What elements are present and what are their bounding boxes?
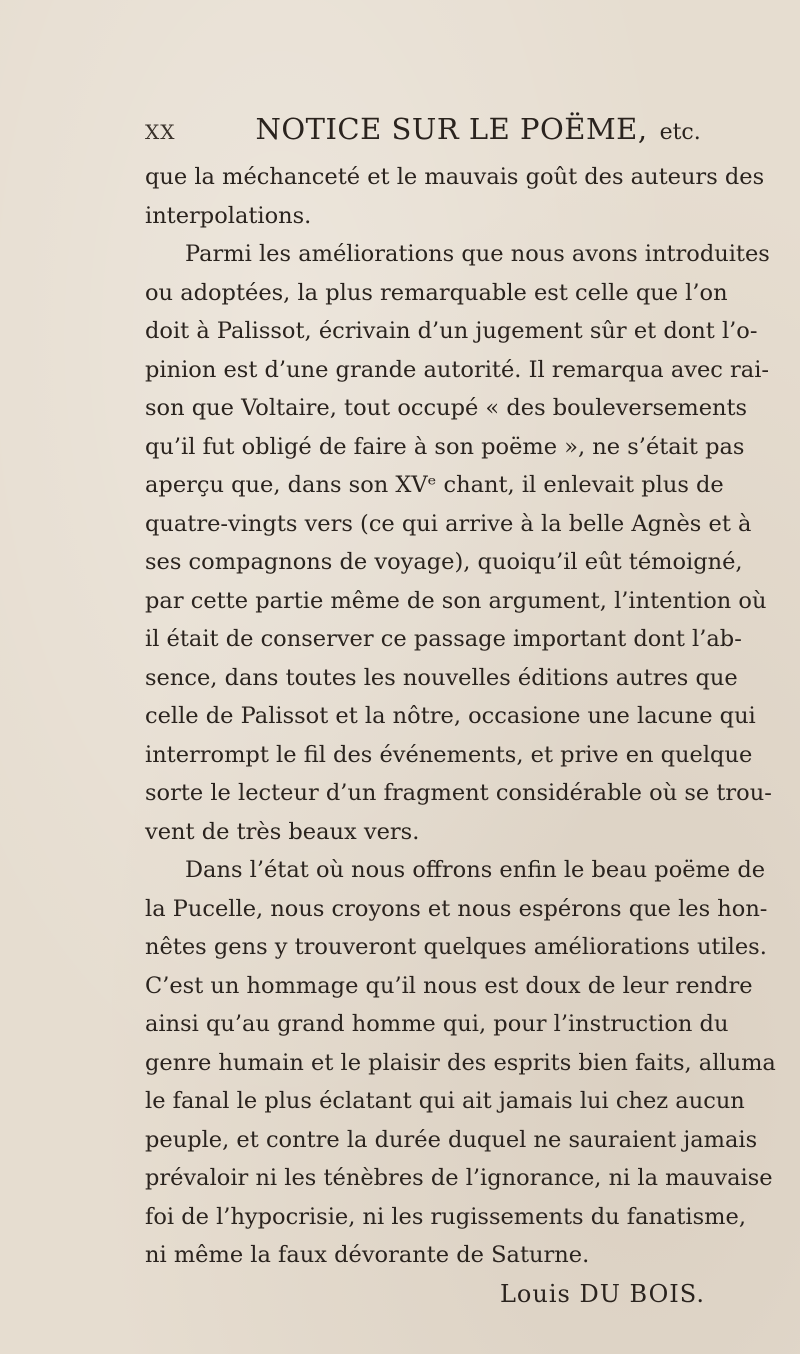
running-title: NOTICE SUR LE POËME, [255, 112, 648, 146]
running-title-etc: etc. [659, 120, 701, 145]
text-line: pinion est d’une grande autorité. Il remarqua avec rai- [145, 356, 770, 383]
text-line: aperçu que, dans son XVᵉ chant, il enlevait plus de [145, 472, 724, 498]
text-line: sorte le lecteur d’un fragment considérable où se trou- [145, 780, 772, 806]
text-line: vent de très beaux vers. [145, 818, 420, 845]
text-line: celle de Palissot et la nôtre, occasione une lacune qui [145, 703, 756, 729]
text-line: genre humain et le plaisir des esprits bien faits, alluma [145, 1049, 776, 1076]
text-line: il était de conserver ce passage important dont l’ab- [145, 626, 742, 652]
text-line: doit à Palissot, écrivain d’un jugement sûr et dont l’o- [145, 318, 758, 344]
signature: Louis DU BOIS. [499, 1279, 705, 1308]
text-line: quatre-vingts vers (ce qui arrive à la belle Agnès et à [145, 510, 752, 537]
text-line: foi de l’hypocrisie, ni les rugissements du fanatisme, [145, 1203, 746, 1230]
text-line: Parmi les améliorations que nous avons introduites [185, 241, 770, 267]
text-line: ses compagnons de voyage), quoiqu’il eût témoigné, [145, 549, 743, 575]
text-line: par cette partie même de son argument, l’intention où [145, 587, 767, 614]
text-line: prévaloir ni les ténèbres de l’ignorance, ni la mauvaise [145, 1165, 773, 1191]
text-line: interpolations. [145, 202, 312, 229]
text-line: ainsi qu’au grand homme qui, pour l’instruction du [145, 1011, 729, 1037]
page-number: XX [145, 120, 176, 144]
text-line: C’est un hommage qu’il nous est doux de leur rendre [145, 972, 753, 999]
body-text [145, 158, 776, 1313]
text-line: ni même la faux dévorante de Saturne. [145, 1242, 590, 1268]
text-line: peuple, et contre la durée duquel ne sauraient jamais [145, 1126, 758, 1153]
text-line: nêtes gens y trouveront quelques améliorations utiles. [145, 934, 767, 960]
text-line: la Pucelle, nous croyons et nous espérons que les hon- [145, 895, 768, 922]
text-line: son que Voltaire, tout occupé « des bouleversements [145, 395, 748, 421]
text-line: que la méchanceté et le mauvais goût des auteurs des [145, 164, 765, 190]
text-line: le fanal le plus éclatant qui ait jamais lui chez aucun [145, 1088, 745, 1114]
running-head [145, 112, 705, 152]
text-line: qu’il fut obligé de faire à son poëme », ne s’était pas [145, 433, 745, 460]
text-line: sence, dans toutes les nouvelles éditions autres que [145, 664, 738, 691]
text-line: interrompt le fil des événements, et prive en quelque [145, 741, 753, 768]
text-line: ou adoptées, la plus remarquable est celle que l’on [145, 279, 728, 306]
text-line: Dans l’état où nous offrons enfin le beau poëme de [185, 857, 766, 883]
